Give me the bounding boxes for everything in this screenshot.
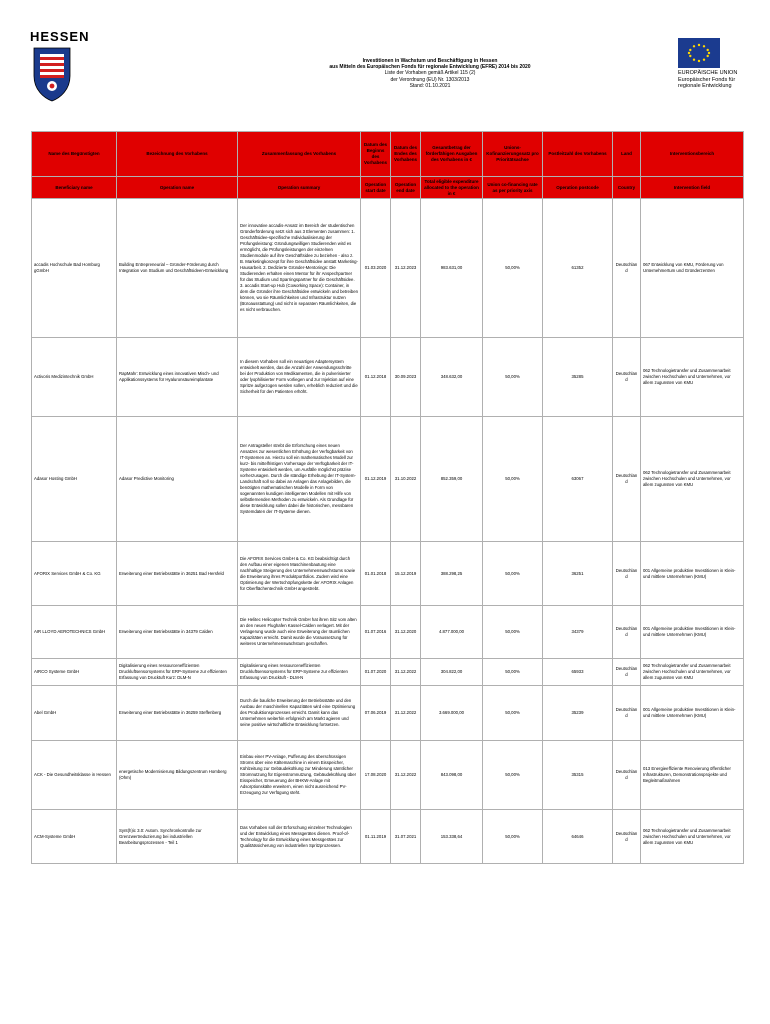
total-cell: 153.338,64 <box>421 810 483 864</box>
eu-caption-line: regionale Entwicklung <box>678 83 732 89</box>
operation-name-cell: Erweiterung einer Betriebsstätte in 36259 Steffenberg <box>117 686 238 741</box>
summary-cell: Das Vorhaben soll der Erforschung einzelner Technologien und der Entwicklung eines Messgerätes dienen. Proof-of-Technology für die Entwicklung eines Messgerätes zur Qualitätssicherung von industriellen Spritzprozessen. <box>238 810 361 864</box>
beneficiary-cell: AIRCO Systeme GmbH <box>32 659 117 686</box>
col-header-en: Operation summary <box>238 177 361 199</box>
col-header: Interventionsbereich <box>641 132 744 177</box>
field-cell: 062 Technologietransfer und Zusammenarbeit zwischen Hochschulen und Unternehmen, vor allem zugunsten von KMU <box>641 338 744 417</box>
total-cell: 304.822,00 <box>421 659 483 686</box>
summary-cell: Einbau einer PV-Anlage, Pufferung des überschüssigen Stroms über eine Kältemaschine in einem Eisspeicher, Kühlzeitung zur Gebäudekühlung zur Minderung sämtlicher Stromnutzung für Eigenstromnutzung, Gebäudekühlung über Eisspeicher, Erneuerung der BHKW-Anlage mit Adsorptionskälte erweitern, einen nicht ausreichend PV-Erzeugung zur Verfügung steht. <box>238 741 361 810</box>
col-header-en: Country <box>613 177 641 199</box>
title-line: Investitionen in Wachstum und Beschäftigung in Hessen <box>362 58 498 64</box>
rate-cell: 50,00% <box>483 542 543 606</box>
col-header: Name des Begünstigten <box>32 132 117 177</box>
field-cell: 062 Technologietransfer und Zusammenarbeit zwischen Hochschulen und Unternehmen, vor allem zugunsten von KMU <box>641 659 744 686</box>
postcode-cell: 35285 <box>543 338 613 417</box>
operation-name-cell: energetische Modernisierung Bildungszentrum Homberg (Ohm) <box>117 741 238 810</box>
table-row <box>32 686 744 741</box>
col-header-en: Beneficiary name <box>32 177 117 199</box>
postcode-cell: 36251 <box>543 542 613 606</box>
start-date-cell: 01.12.2018 <box>361 338 391 417</box>
beneficiary-cell: AFORIX Services GmbH & Co. KG <box>32 542 117 606</box>
rate-cell: 50,00% <box>483 659 543 686</box>
table-row <box>32 741 744 810</box>
rate-cell: 50,00% <box>483 686 543 741</box>
operation-name-cell: Adasor Predictive Monitoring <box>117 417 238 542</box>
summary-cell: Die Helitec Helicopter Technik GmbH hat ihren Sitz vom alten an den neuen Flughafen Kassel-Calden verlagert. Mit der Verlagerung wurde auch eine Erweiterung der räumlichen Kapazitäten erreicht. Damit wurde die Voraussetzung für weiteres Unternehmenswachstum geschaffen. <box>238 606 361 659</box>
start-date-cell: 07.06.2019 <box>361 686 391 741</box>
end-date-cell: 31.12.2022 <box>391 741 421 810</box>
end-date-cell: 31.12.2020 <box>391 606 421 659</box>
hessen-logo <box>30 30 90 107</box>
field-cell: 001 Allgemeine produktive Investitionen in Klein- und mittlere Unternehmen (KMU) <box>641 686 744 741</box>
beneficiary-cell: ACK - Die Gesundheitsklasse in Hessen <box>32 741 117 810</box>
postcode-cell: 35239 <box>543 686 613 741</box>
title-line: Liste der Vorhaben gemäß Artikel 115 (2) <box>384 70 476 77</box>
eu-flag-icon <box>678 38 720 68</box>
beneficiary-cell: AIR LLOYD AEROTECHNICS GmbH <box>32 606 117 659</box>
col-header: Gesamtbetrag der förderfähigen Ausgaben des Vorhabens in € <box>421 132 483 177</box>
rate-cell: 50,00% <box>483 606 543 659</box>
start-date-cell: 17.08.2020 <box>361 741 391 810</box>
field-cell: 001 Allgemeine produktive Investitionen in Klein- und mittlere Unternehmen (KMU) <box>641 606 744 659</box>
col-header: Datum des Endes des Vorhabens <box>391 132 421 177</box>
postcode-cell: 64646 <box>543 810 613 864</box>
country-cell: Deutschland <box>613 338 641 417</box>
start-date-cell: 01.11.2019 <box>361 810 391 864</box>
beneficiary-cell: ACM-Systeme GmbH <box>32 810 117 864</box>
total-cell: 4.877.000,00 <box>421 606 483 659</box>
operation-name-cell: Synt(h)ic 3.0: Autom. Synchronkontrolle zur Grenzwertreduzierung bei industriellen Bearbeitungsprozessen - Teil 1 <box>117 810 238 864</box>
col-header-en: Union co-financing rate as per priority axis <box>483 177 543 199</box>
operations-table <box>31 131 744 864</box>
end-date-cell: 15.12.2019 <box>391 542 421 606</box>
field-cell: 062 Technologietransfer und Zusammenarbeit zwischen Hochschulen und Unternehmen, vor allem zugunsten von KMU <box>641 810 744 864</box>
country-cell: Deutschland <box>613 542 641 606</box>
postcode-cell: 65933 <box>543 659 613 686</box>
eu-caption <box>678 70 754 90</box>
end-date-cell: 31.07.2021 <box>391 810 421 864</box>
hessen-wordmark: HESSEN <box>30 29 90 44</box>
header-row-english <box>32 177 744 199</box>
field-cell: 062 Technologietransfer und Zusammenarbeit zwischen Hochschulen und Unternehmen, vor allem zugunsten von KMU <box>641 417 744 542</box>
country-cell: Deutschland <box>613 810 641 864</box>
col-header-en: Operation name <box>117 177 238 199</box>
country-cell: Deutschland <box>613 686 641 741</box>
rate-cell: 50,00% <box>483 199 543 338</box>
postcode-cell: 34379 <box>543 606 613 659</box>
eu-caption-line: EUROPÄISCHE UNION <box>678 70 738 76</box>
col-header: Postleitzahl des Vorhabens <box>543 132 613 177</box>
field-cell: 013 Energieeffiziente Renovierung öffentlicher Infrastrukturen, Demonstrationsprojekte und Begleitmaßnahmen <box>641 741 744 810</box>
summary-cell: Durch die bauliche Erweiterung der Betriebsstätte und den Ausbau der maschinellen Kapazitäten wird eine Optimierung des Produktionsprozesses erreicht. Damit kann das Unternehmen weiterhin erfolgreich am Markt agieren und seine positive wirtschaftliche Entwicklung fortsetzen. <box>238 686 361 741</box>
country-cell: Deutschland <box>613 741 641 810</box>
end-date-cell: 30.09.2023 <box>391 338 421 417</box>
document-title <box>250 58 610 89</box>
col-header-en: Operation end date <box>391 177 421 199</box>
field-cell: 067 Entwicklung von KMU, Förderung von Unternehmertum und Gründerzentren <box>641 199 744 338</box>
end-date-cell: 31.10.2022 <box>391 417 421 542</box>
end-date-cell: 31.12.2022 <box>391 659 421 686</box>
total-cell: 983.631,00 <box>421 199 483 338</box>
beneficiary-cell: accadis Hochschule Bad Homburg gGmbH <box>32 199 117 338</box>
start-date-cell: 01.07.2020 <box>361 659 391 686</box>
summary-cell: Digitalisierung eines ressourceneffizienten Druckluftsensorsystems für ERP-Systeme zur effizienten Erfassung von Drucktuft - DLM-N <box>238 659 361 686</box>
operation-name-cell: RapMahr: Entwicklung eines innovativen Misch- und Applikationssystems für Hyaluronsäureimplantate <box>117 338 238 417</box>
hessen-coat-of-arms-icon <box>30 46 74 102</box>
col-header: Bezeichnung des Vorhabens <box>117 132 238 177</box>
country-cell: Deutschland <box>613 417 641 542</box>
header-row-german <box>32 132 744 177</box>
rate-cell: 50,00% <box>483 810 543 864</box>
operation-name-cell: Building Entrepreneurial – Gründer-Förderung durch Integration von Studium und Geschäftsideen-Entwicklung <box>117 199 238 338</box>
table-row <box>32 338 744 417</box>
table-row <box>32 659 744 686</box>
col-header-en: Operation start date <box>361 177 391 199</box>
table-row <box>32 199 744 338</box>
summary-cell: Der innovative accadis-Ansatz im Bereich der studentischen Gründerförderung setzt sich aus 3 Elementen zusammen: 1. Geschäftsidee-spezifische Individualisierung der Prüfungsleistung: Gründungswilligen Studierenden wird es ermöglicht, die Prüfungsleistungen der einzelnen Studienmodule auf ihre Geschäftsidee zu beziehen - also z. B. Marketingkonzept für ihre Geschäftsidee anstatt Marketing-Hausarbeit. 2. Dedizierte Gründer-Mentorings: Die Studierenden erhalten einen Mentor für ihr Anspechpartner für das Studium und Sparringspartner für die Geschäftsidee. 3. accadis Start-up Hub (Coworking Space): Container, in dem die Gründer ihre Geschäftsidee entwickeln und betreiben können, wo sie Räumlichkeiten und Infrastruktur nutzen (Büroausstattung) und nicht in separaten Räumlichkeiten, die es nicht verbrauchen. <box>238 199 361 338</box>
start-date-cell: 01.07.2016 <box>361 606 391 659</box>
start-date-cell: 01.01.2018 <box>361 542 391 606</box>
col-header: Land <box>613 132 641 177</box>
summary-cell: Der Antragsteller strebt die Erforschung eines neuen Ansatzes zur wesentlichen Erhöhung der Verfügbarkeit von IT-Systemen an. Hierzu soll ein mathematisches Modell zur kurz- bis mittelfristigen Vorhersage der Verfügbarkeit der IT-Systeme entwickelt werden, um Ausfälle möglichst präzise vorherzusagen. Durch die ständige Erhebung der IT-System-Landschaft soll so dabei an Anlagen das Anlagebilden, die benötigten mathematischen Modelle in Form von sogenannten kundigen intelligenten Modellen mit Hilfe von selbstlernenden Methoden zu entwickeln. Als Grundlage für diese Entwicklung sollen dabei die historischen, messbaren Systemdaten der IT-Systeme dienen. <box>238 417 361 542</box>
country-cell: Deutschland <box>613 606 641 659</box>
col-header: Unions-Kofinanzierungssatz pro Prioritätsachse <box>483 132 543 177</box>
postcode-cell: 35315 <box>543 741 613 810</box>
title-line: der Verordnung (EU) Nr. 1303/2013 <box>390 76 470 83</box>
end-date-cell: 31.12.2022 <box>391 686 421 741</box>
rate-cell: 50,00% <box>483 338 543 417</box>
col-header: Zusammenfassung des Vorhabens <box>238 132 361 177</box>
table-row <box>32 542 744 606</box>
operation-name-cell: Erweiterung einer Betriebsstätte in 34379 Calden <box>117 606 238 659</box>
eu-caption-line: Europäischer Fonds für <box>678 76 736 83</box>
table-row <box>32 810 744 864</box>
country-cell: Deutschland <box>613 659 641 686</box>
postcode-cell: 63067 <box>543 417 613 542</box>
beneficiary-cell: Adasor Hosting GmbH <box>32 417 117 542</box>
col-header-en: Total eligible expenditure allocated to the operation in € <box>421 177 483 199</box>
table-row <box>32 606 744 659</box>
rate-cell: 50,00% <box>483 741 543 810</box>
total-cell: 348.632,00 <box>421 338 483 417</box>
summary-cell: Die AFORIX Services GmbH & Co. KG beabsichtigt durch den Aufbau einer eigenen Maschinenbautung eine nachhaltige Steigerung des Unternehmenswachstums sowie die Erweiterung ihres Produktportfolios. Zudem wird eine Optimierung der Wertschöpfungskette der AFORIX Anlagen für Oberflächentechnik GmbH angestrebt. <box>238 542 361 606</box>
table-row <box>32 417 744 542</box>
total-cell: 3.669.000,00 <box>421 686 483 741</box>
title-line: aus Mitteln des Europäischen Fonds für regionale Entwicklung (EFRE) 2014 bis 2020 <box>329 64 531 71</box>
postcode-cell: 61352 <box>543 199 613 338</box>
start-date-cell: 01.12.2019 <box>361 417 391 542</box>
field-cell: 001 Allgemeine produktive Investitionen in Klein- und mittlere Unternehmen (KMU) <box>641 542 744 606</box>
end-date-cell: 31.12.2023 <box>391 199 421 338</box>
total-cell: 852.359,00 <box>421 417 483 542</box>
col-header: Datum des Beginns des Vorhabens <box>361 132 391 177</box>
start-date-cell: 01.03.2020 <box>361 199 391 338</box>
summary-cell: In diesem Vorhaben soll ein neuartiges Adaptersystem entwickelt werden, das die Anzahl der Anwendungsschritte bei der Produktion von Medikamenten, die in pulverisierter oder lyophilisierter Form vorliegen und zur Injektion auf eine Spritze aufgezogen werden sollen, erheblich reduziert und die Sicherheit für den Patienten erhöht. <box>238 338 361 417</box>
operation-name-cell: Digitalisierung eines ressourceneffizienten Druckluftsensorsystems für ERP-Systeme zur effizienten Erfassung von Drucktuft Kurz: DLM-N <box>117 659 238 686</box>
country-cell: Deutschland <box>613 199 641 338</box>
beneficiary-cell: Activoris Medizintechnik GmbH <box>32 338 117 417</box>
total-cell: 843.098,00 <box>421 741 483 810</box>
eu-logo <box>678 38 754 90</box>
total-cell: 388.298,25 <box>421 542 483 606</box>
operation-name-cell: Erweiterung einer Betriebsstätte in 36251 Bad Hersfeld <box>117 542 238 606</box>
rate-cell: 50,00% <box>483 417 543 542</box>
col-header-en: Intervention field <box>641 177 744 199</box>
col-header-en: Operation postcode <box>543 177 613 199</box>
status-date: Stand: 01.10.2021 <box>409 82 451 89</box>
beneficiary-cell: Abel GmbH <box>32 686 117 741</box>
